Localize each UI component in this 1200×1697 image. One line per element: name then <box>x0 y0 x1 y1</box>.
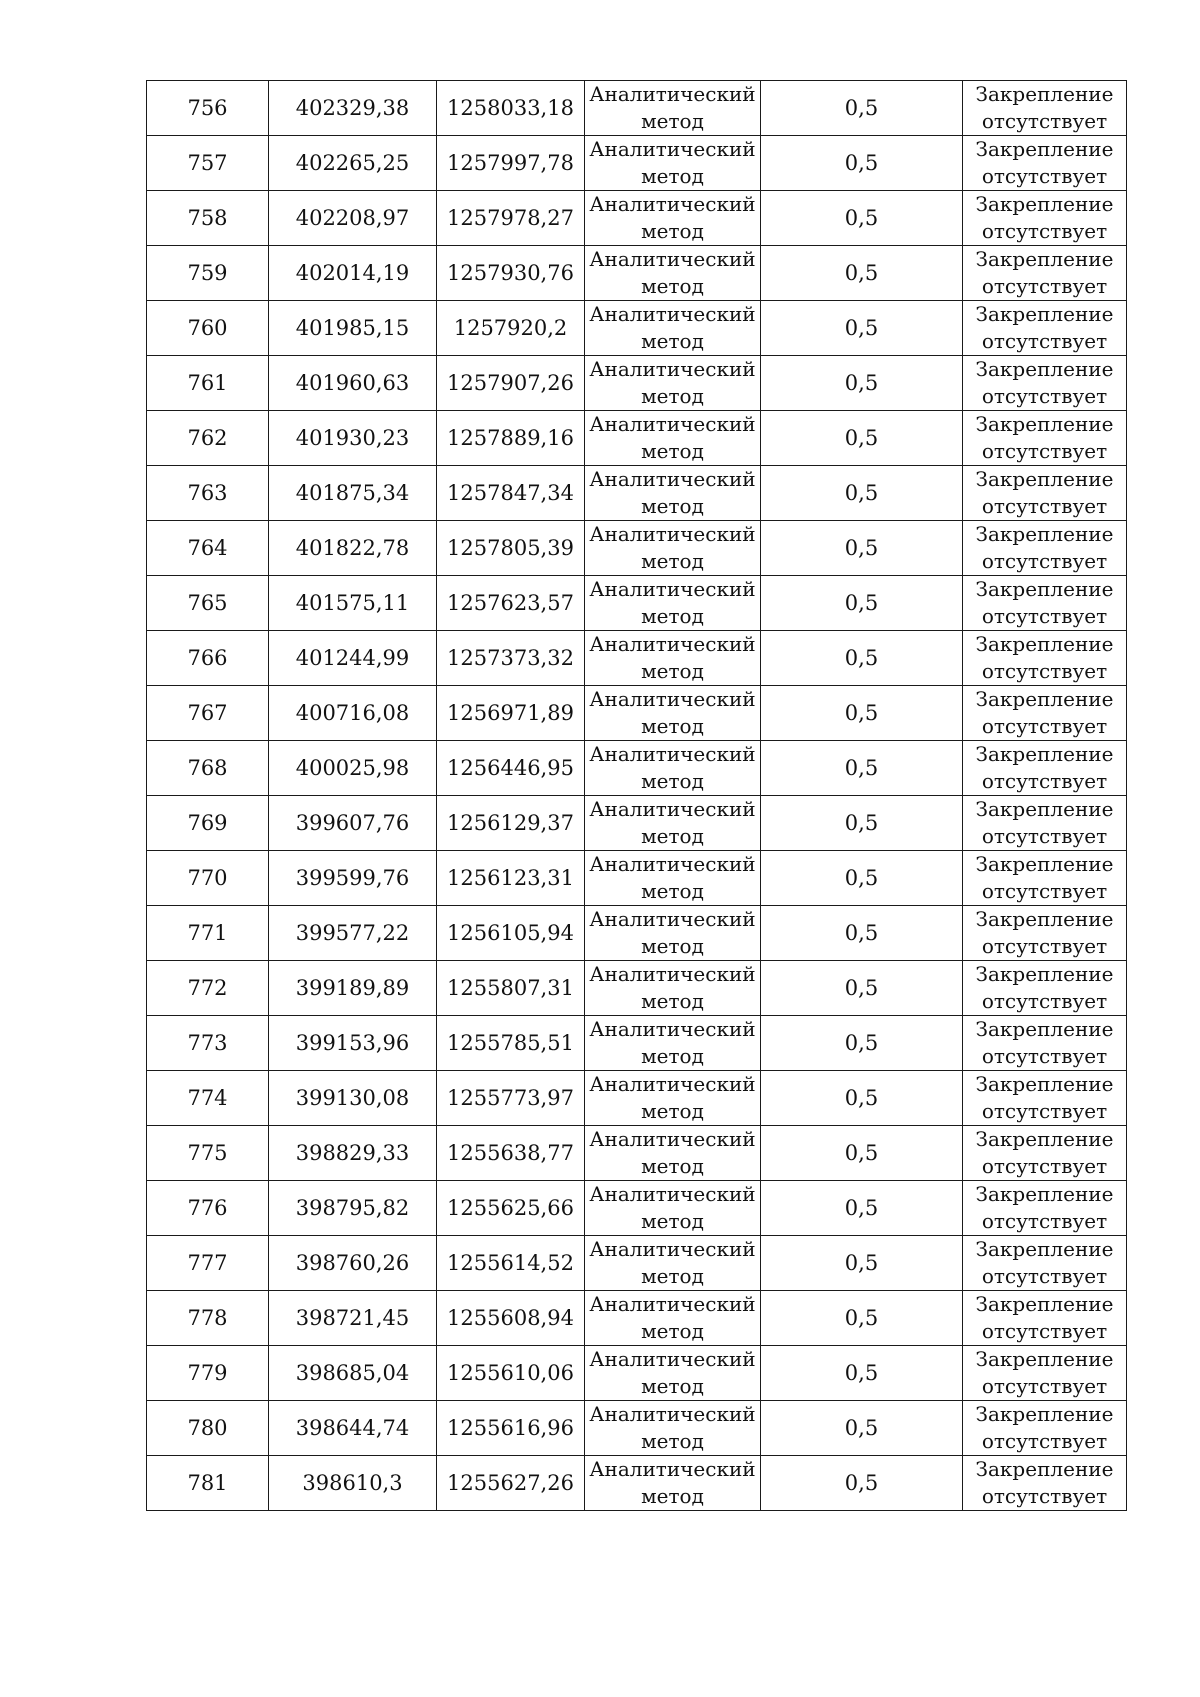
fixing-description-cell: Закрепление отсутствует <box>963 356 1127 411</box>
y-coordinate-cell: 1257373,32 <box>437 631 585 686</box>
table-row <box>147 906 1127 961</box>
y-coordinate-cell: 1255785,51 <box>437 1016 585 1071</box>
accuracy-cell: 0,5 <box>761 466 963 521</box>
accuracy-cell: 0,5 <box>761 1401 963 1456</box>
x-coordinate-cell: 398610,3 <box>269 1456 437 1511</box>
table-row <box>147 356 1127 411</box>
x-coordinate-cell: 401822,78 <box>269 521 437 576</box>
fixing-description-cell: Закрепление отсутствует <box>963 191 1127 246</box>
x-coordinate-cell: 401985,15 <box>269 301 437 356</box>
y-coordinate-cell: 1255625,66 <box>437 1181 585 1236</box>
x-coordinate-cell: 401244,99 <box>269 631 437 686</box>
y-coordinate-cell: 1257997,78 <box>437 136 585 191</box>
point-number-cell: 770 <box>147 851 269 906</box>
method-cell: Аналитический метод <box>585 411 761 466</box>
point-number-cell: 777 <box>147 1236 269 1291</box>
point-number-cell: 776 <box>147 1181 269 1236</box>
accuracy-cell: 0,5 <box>761 246 963 301</box>
accuracy-cell: 0,5 <box>761 906 963 961</box>
x-coordinate-cell: 400025,98 <box>269 741 437 796</box>
point-number-cell: 759 <box>147 246 269 301</box>
accuracy-cell: 0,5 <box>761 1126 963 1181</box>
y-coordinate-cell: 1257930,76 <box>437 246 585 301</box>
x-coordinate-cell: 398685,04 <box>269 1346 437 1401</box>
y-coordinate-cell: 1257805,39 <box>437 521 585 576</box>
accuracy-cell: 0,5 <box>761 411 963 466</box>
fixing-description-cell: Закрепление отсутствует <box>963 1346 1127 1401</box>
fixing-description-cell: Закрепление отсутствует <box>963 1236 1127 1291</box>
point-number-cell: 757 <box>147 136 269 191</box>
y-coordinate-cell: 1257623,57 <box>437 576 585 631</box>
y-coordinate-cell: 1257978,27 <box>437 191 585 246</box>
x-coordinate-cell: 399577,22 <box>269 906 437 961</box>
y-coordinate-cell: 1256129,37 <box>437 796 585 851</box>
table-row <box>147 1291 1127 1346</box>
method-cell: Аналитический метод <box>585 1236 761 1291</box>
fixing-description-cell: Закрепление отсутствует <box>963 521 1127 576</box>
y-coordinate-cell: 1258033,18 <box>437 81 585 136</box>
x-coordinate-cell: 399189,89 <box>269 961 437 1016</box>
accuracy-cell: 0,5 <box>761 631 963 686</box>
accuracy-cell: 0,5 <box>761 1236 963 1291</box>
table-row <box>147 1236 1127 1291</box>
x-coordinate-cell: 398795,82 <box>269 1181 437 1236</box>
point-number-cell: 763 <box>147 466 269 521</box>
table-row <box>147 466 1127 521</box>
method-cell: Аналитический метод <box>585 1181 761 1236</box>
x-coordinate-cell: 402329,38 <box>269 81 437 136</box>
fixing-description-cell: Закрепление отсутствует <box>963 906 1127 961</box>
point-number-cell: 771 <box>147 906 269 961</box>
x-coordinate-cell: 399130,08 <box>269 1071 437 1126</box>
point-number-cell: 765 <box>147 576 269 631</box>
fixing-description-cell: Закрепление отсутствует <box>963 1071 1127 1126</box>
accuracy-cell: 0,5 <box>761 1071 963 1126</box>
point-number-cell: 773 <box>147 1016 269 1071</box>
x-coordinate-cell: 398829,33 <box>269 1126 437 1181</box>
method-cell: Аналитический метод <box>585 356 761 411</box>
fixing-description-cell: Закрепление отсутствует <box>963 961 1127 1016</box>
y-coordinate-cell: 1257847,34 <box>437 466 585 521</box>
table-row <box>147 246 1127 301</box>
fixing-description-cell: Закрепление отсутствует <box>963 1126 1127 1181</box>
fixing-description-cell: Закрепление отсутствует <box>963 851 1127 906</box>
table-row <box>147 1401 1127 1456</box>
method-cell: Аналитический метод <box>585 1016 761 1071</box>
method-cell: Аналитический метод <box>585 576 761 631</box>
fixing-description-cell: Закрепление отсутствует <box>963 246 1127 301</box>
point-number-cell: 767 <box>147 686 269 741</box>
accuracy-cell: 0,5 <box>761 191 963 246</box>
method-cell: Аналитический метод <box>585 631 761 686</box>
table-row <box>147 301 1127 356</box>
accuracy-cell: 0,5 <box>761 81 963 136</box>
method-cell: Аналитический метод <box>585 1071 761 1126</box>
point-number-cell: 764 <box>147 521 269 576</box>
fixing-description-cell: Закрепление отсутствует <box>963 1181 1127 1236</box>
table-row <box>147 411 1127 466</box>
point-number-cell: 769 <box>147 796 269 851</box>
point-number-cell: 758 <box>147 191 269 246</box>
accuracy-cell: 0,5 <box>761 521 963 576</box>
x-coordinate-cell: 401960,63 <box>269 356 437 411</box>
accuracy-cell: 0,5 <box>761 136 963 191</box>
method-cell: Аналитический метод <box>585 191 761 246</box>
point-number-cell: 756 <box>147 81 269 136</box>
y-coordinate-cell: 1256446,95 <box>437 741 585 796</box>
point-number-cell: 780 <box>147 1401 269 1456</box>
method-cell: Аналитический метод <box>585 1456 761 1511</box>
fixing-description-cell: Закрепление отсутствует <box>963 1291 1127 1346</box>
accuracy-cell: 0,5 <box>761 576 963 631</box>
table-row <box>147 191 1127 246</box>
method-cell: Аналитический метод <box>585 1291 761 1346</box>
table-row <box>147 1071 1127 1126</box>
accuracy-cell: 0,5 <box>761 1016 963 1071</box>
x-coordinate-cell: 399607,76 <box>269 796 437 851</box>
fixing-description-cell: Закрепление отсутствует <box>963 1456 1127 1511</box>
accuracy-cell: 0,5 <box>761 1181 963 1236</box>
x-coordinate-cell: 399599,76 <box>269 851 437 906</box>
accuracy-cell: 0,5 <box>761 1291 963 1346</box>
y-coordinate-cell: 1255638,77 <box>437 1126 585 1181</box>
fixing-description-cell: Закрепление отсутствует <box>963 81 1127 136</box>
y-coordinate-cell: 1257889,16 <box>437 411 585 466</box>
y-coordinate-cell: 1257907,26 <box>437 356 585 411</box>
point-number-cell: 766 <box>147 631 269 686</box>
table-row <box>147 576 1127 631</box>
table-row <box>147 521 1127 576</box>
method-cell: Аналитический метод <box>585 1126 761 1181</box>
fixing-description-cell: Закрепление отсутствует <box>963 796 1127 851</box>
x-coordinate-cell: 398721,45 <box>269 1291 437 1346</box>
method-cell: Аналитический метод <box>585 961 761 1016</box>
method-cell: Аналитический метод <box>585 136 761 191</box>
point-number-cell: 772 <box>147 961 269 1016</box>
coordinates-table-body <box>147 81 1127 1511</box>
y-coordinate-cell: 1256105,94 <box>437 906 585 961</box>
accuracy-cell: 0,5 <box>761 686 963 741</box>
point-number-cell: 778 <box>147 1291 269 1346</box>
fixing-description-cell: Закрепление отсутствует <box>963 686 1127 741</box>
fixing-description-cell: Закрепление отсутствует <box>963 466 1127 521</box>
fixing-description-cell: Закрепление отсутствует <box>963 411 1127 466</box>
table-row <box>147 961 1127 1016</box>
x-coordinate-cell: 398760,26 <box>269 1236 437 1291</box>
table-row <box>147 1016 1127 1071</box>
fixing-description-cell: Закрепление отсутствует <box>963 741 1127 796</box>
table-row <box>147 136 1127 191</box>
x-coordinate-cell: 402265,25 <box>269 136 437 191</box>
point-number-cell: 760 <box>147 301 269 356</box>
table-row <box>147 796 1127 851</box>
method-cell: Аналитический метод <box>585 1346 761 1401</box>
point-number-cell: 775 <box>147 1126 269 1181</box>
accuracy-cell: 0,5 <box>761 741 963 796</box>
point-number-cell: 762 <box>147 411 269 466</box>
table-row <box>147 81 1127 136</box>
method-cell: Аналитический метод <box>585 246 761 301</box>
point-number-cell: 768 <box>147 741 269 796</box>
y-coordinate-cell: 1255616,96 <box>437 1401 585 1456</box>
y-coordinate-cell: 1255807,31 <box>437 961 585 1016</box>
document-page <box>146 80 1126 1511</box>
method-cell: Аналитический метод <box>585 81 761 136</box>
y-coordinate-cell: 1255614,52 <box>437 1236 585 1291</box>
x-coordinate-cell: 402014,19 <box>269 246 437 301</box>
fixing-description-cell: Закрепление отсутствует <box>963 136 1127 191</box>
y-coordinate-cell: 1257920,2 <box>437 301 585 356</box>
method-cell: Аналитический метод <box>585 301 761 356</box>
coordinates-table <box>146 80 1127 1511</box>
y-coordinate-cell: 1256123,31 <box>437 851 585 906</box>
accuracy-cell: 0,5 <box>761 1456 963 1511</box>
accuracy-cell: 0,5 <box>761 851 963 906</box>
y-coordinate-cell: 1255610,06 <box>437 1346 585 1401</box>
x-coordinate-cell: 399153,96 <box>269 1016 437 1071</box>
point-number-cell: 781 <box>147 1456 269 1511</box>
x-coordinate-cell: 401575,11 <box>269 576 437 631</box>
x-coordinate-cell: 400716,08 <box>269 686 437 741</box>
x-coordinate-cell: 398644,74 <box>269 1401 437 1456</box>
table-row <box>147 741 1127 796</box>
y-coordinate-cell: 1255627,26 <box>437 1456 585 1511</box>
y-coordinate-cell: 1256971,89 <box>437 686 585 741</box>
method-cell: Аналитический метод <box>585 906 761 961</box>
point-number-cell: 779 <box>147 1346 269 1401</box>
accuracy-cell: 0,5 <box>761 356 963 411</box>
accuracy-cell: 0,5 <box>761 961 963 1016</box>
fixing-description-cell: Закрепление отсутствует <box>963 301 1127 356</box>
fixing-description-cell: Закрепление отсутствует <box>963 1016 1127 1071</box>
method-cell: Аналитический метод <box>585 1401 761 1456</box>
x-coordinate-cell: 401875,34 <box>269 466 437 521</box>
table-row <box>147 631 1127 686</box>
table-row <box>147 1126 1127 1181</box>
y-coordinate-cell: 1255773,97 <box>437 1071 585 1126</box>
method-cell: Аналитический метод <box>585 686 761 741</box>
fixing-description-cell: Закрепление отсутствует <box>963 576 1127 631</box>
method-cell: Аналитический метод <box>585 796 761 851</box>
method-cell: Аналитический метод <box>585 466 761 521</box>
table-row <box>147 1181 1127 1236</box>
accuracy-cell: 0,5 <box>761 301 963 356</box>
accuracy-cell: 0,5 <box>761 796 963 851</box>
x-coordinate-cell: 402208,97 <box>269 191 437 246</box>
fixing-description-cell: Закрепление отсутствует <box>963 631 1127 686</box>
accuracy-cell: 0,5 <box>761 1346 963 1401</box>
fixing-description-cell: Закрепление отсутствует <box>963 1401 1127 1456</box>
x-coordinate-cell: 401930,23 <box>269 411 437 466</box>
method-cell: Аналитический метод <box>585 851 761 906</box>
point-number-cell: 774 <box>147 1071 269 1126</box>
table-row <box>147 1456 1127 1511</box>
table-row <box>147 851 1127 906</box>
table-row <box>147 1346 1127 1401</box>
point-number-cell: 761 <box>147 356 269 411</box>
y-coordinate-cell: 1255608,94 <box>437 1291 585 1346</box>
method-cell: Аналитический метод <box>585 741 761 796</box>
method-cell: Аналитический метод <box>585 521 761 576</box>
table-row <box>147 686 1127 741</box>
